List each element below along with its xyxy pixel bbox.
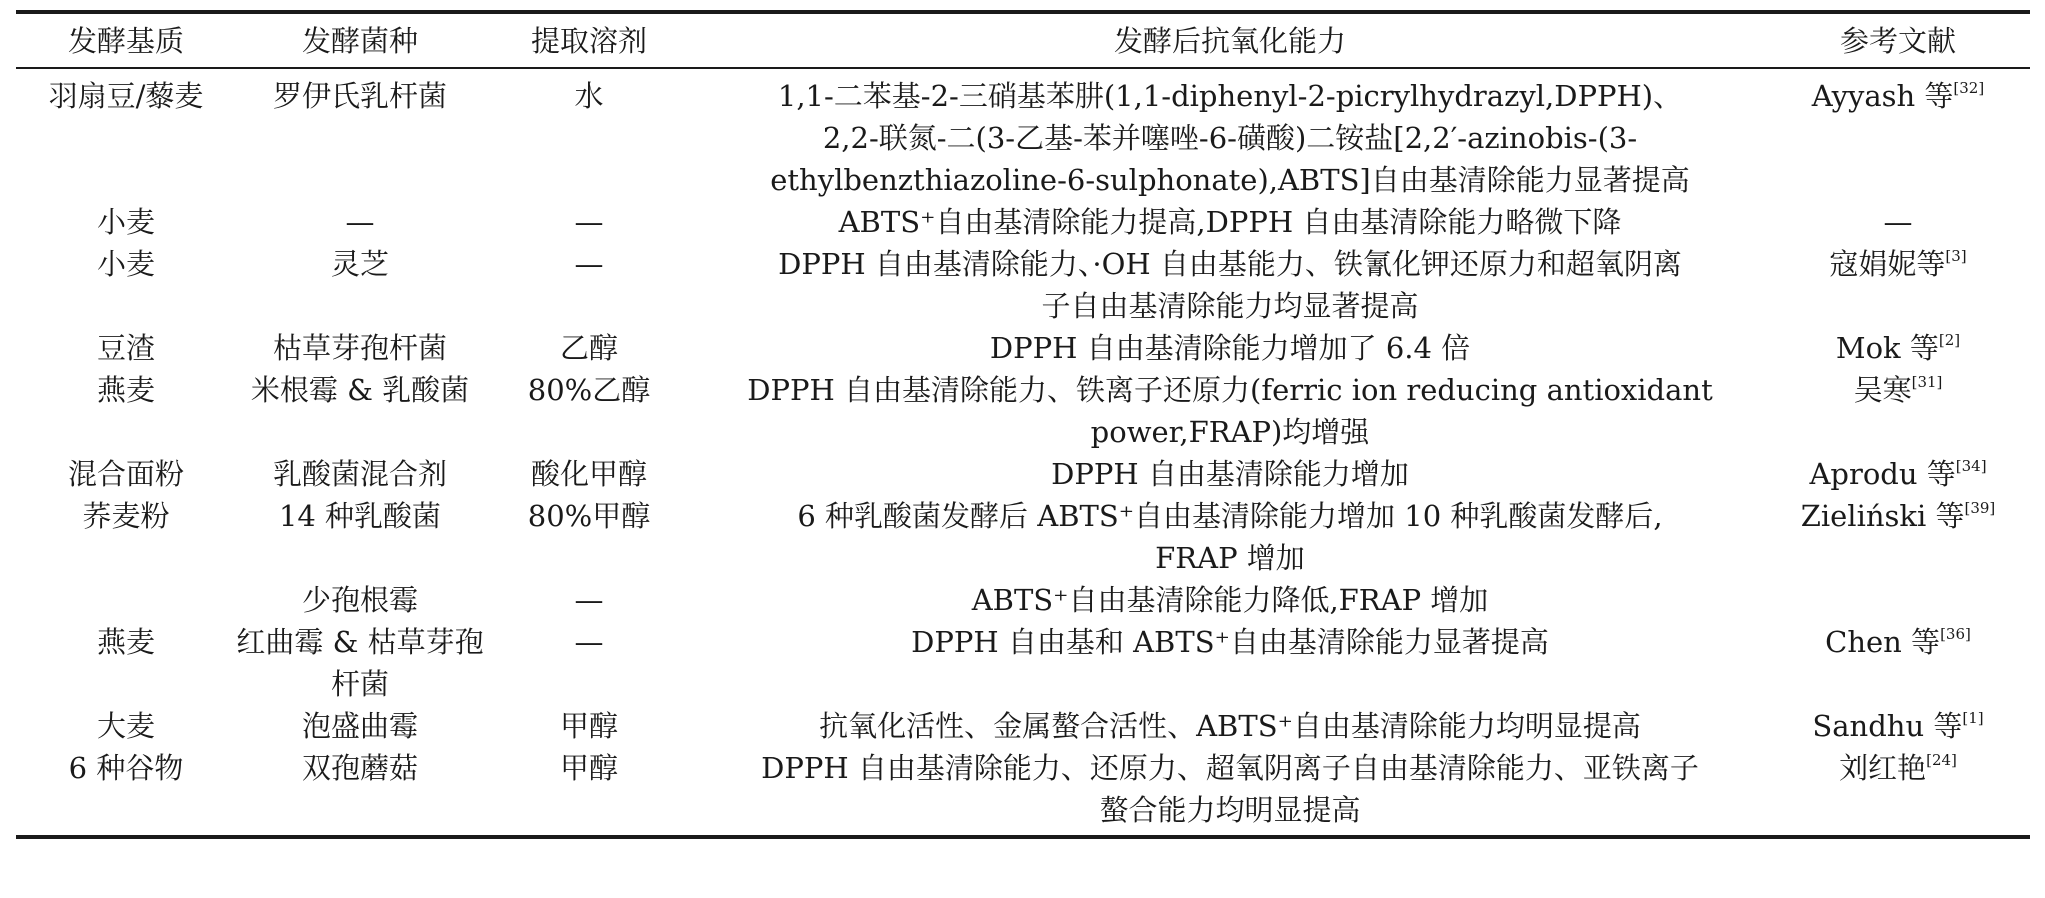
cell-substrate: 大麦 [96, 709, 155, 743]
reference-citation: [32] [1953, 79, 1985, 97]
reference-text: Sandhu 等 [1812, 709, 1963, 743]
table-header-row [16, 12, 2030, 68]
effect-line: DPPH 自由基清除能力增加 [1051, 457, 1409, 491]
cell-reference [1766, 201, 2030, 243]
cell-solvent: — [574, 247, 604, 281]
cell-strain: 双孢蘑菇 [301, 751, 418, 785]
effect-line: FRAP 增加 [1155, 541, 1305, 575]
reference-citation: [3] [1945, 247, 1967, 265]
cell-effect [694, 621, 1766, 705]
cell-effect [694, 705, 1766, 747]
cell-strain: 枯草芽孢杆菌 [272, 331, 447, 365]
header-effect: 发酵后抗氧化能力 [1113, 24, 1346, 58]
reference-text: 刘红艳 [1839, 751, 1927, 785]
cell-solvent: — [574, 205, 604, 239]
effect-line: ethylbenzthiazoline-6-sulphonate),ABTS]自由基清除能力显著提高 [770, 163, 1690, 197]
effect-line: 抗氧化活性、金属螯合活性、ABTS⁺自由基清除能力均明显提高 [819, 709, 1641, 743]
reference-text: 吴寒 [1853, 373, 1912, 407]
cell-effect [694, 453, 1766, 495]
cell-solvent: 甲醇 [559, 709, 618, 743]
cell-reference [1766, 453, 2030, 495]
cell-substrate: 燕麦 [96, 625, 155, 659]
cell-reference [1766, 369, 2030, 453]
cell-solvent: 80%乙醇 [527, 373, 651, 407]
cell-strain: 罗伊氏乳杆菌 [272, 79, 447, 113]
cell-substrate: 荞麦粉 [82, 499, 170, 533]
table-row [16, 68, 2030, 201]
cell-strain: 灵芝 [330, 247, 389, 281]
effect-line: power,FRAP)均增强 [1090, 415, 1370, 449]
cell-substrate: 羽扇豆/藜麦 [48, 79, 204, 113]
effect-line: 1,1-二苯基-2-三硝基苯肼(1,1-diphenyl-2-picrylhydrazyl,DPPH)、 [777, 79, 1683, 113]
cell-solvent: 80%甲醇 [527, 499, 651, 533]
reference-citation: [1] [1962, 709, 1984, 727]
table-row [16, 453, 2030, 495]
effect-line: 6 种乳酸菌发酵后 ABTS⁺自由基清除能力增加 10 种乳酸菌发酵后, [797, 499, 1663, 533]
reference-text: 寇娟妮等 [1829, 247, 1946, 281]
cell-reference [1766, 705, 2030, 747]
cell-strain: 乳酸菌混合剂 [272, 457, 447, 491]
effect-line: DPPH 自由基清除能力、还原力、超氧阴离子自由基清除能力、亚铁离子 [761, 751, 1699, 785]
cell-solvent: 甲醇 [559, 751, 618, 785]
cell-substrate: 混合面粉 [67, 457, 184, 491]
table-row [16, 747, 2030, 837]
cell-effect [694, 243, 1766, 327]
table-row [16, 495, 2030, 579]
reference-text: Mok 等 [1835, 331, 1939, 365]
cell-reference [1766, 327, 2030, 369]
reference-text: — [1883, 205, 1913, 239]
cell-strain: 红曲霉 & 枯草芽孢杆菌 [236, 625, 484, 701]
cell-reference [1766, 68, 2030, 201]
cell-solvent: 水 [574, 79, 604, 113]
cell-strain: 少孢根霉 [301, 583, 418, 617]
cell-strain: 米根霉 & 乳酸菌 [250, 373, 470, 407]
table-row [16, 579, 2030, 621]
reference-citation: [39] [1964, 499, 1996, 517]
cell-substrate: 6 种谷物 [68, 751, 184, 785]
cell-reference [1766, 579, 2030, 621]
effect-line: ABTS⁺自由基清除能力提高,DPPH 自由基清除能力略微下降 [838, 205, 1622, 239]
cell-effect [694, 369, 1766, 453]
antioxidant-table [16, 10, 2030, 839]
cell-substrate: 豆渣 [96, 331, 155, 365]
reference-text: Aprodu 等 [1809, 457, 1956, 491]
cell-effect [694, 747, 1766, 837]
effect-line: DPPH 自由基和 ABTS⁺自由基清除能力显著提高 [911, 625, 1549, 659]
effect-line: 2,2-联氮-二(3-乙基-苯并噻唑-6-磺酸)二铵盐[2,2′-azinobis-(3- [822, 121, 1638, 155]
cell-strain: 泡盛曲霉 [301, 709, 418, 743]
cell-solvent: 乙醇 [559, 331, 618, 365]
reference-citation: [24] [1926, 751, 1957, 769]
cell-substrate: 燕麦 [96, 373, 155, 407]
cell-solvent: — [574, 625, 604, 659]
effect-line: DPPH 自由基清除能力、铁离子还原力(ferric ion reducing antioxidant [747, 373, 1713, 407]
cell-reference [1766, 495, 2030, 579]
header-reference: 参考文献 [1839, 24, 1956, 58]
cell-reference [1766, 621, 2030, 705]
table-row [16, 705, 2030, 747]
cell-substrate: 小麦 [96, 205, 155, 239]
effect-line: DPPH 自由基清除能力、·OH 自由基能力、铁氰化钾还原力和超氧阴离 [778, 247, 1682, 281]
reference-text: Ayyash 等 [1811, 79, 1954, 113]
cell-solvent: — [574, 583, 604, 617]
cell-strain: 14 种乳酸菌 [278, 499, 442, 533]
reference-citation: [2] [1938, 331, 1961, 349]
reference-citation: [34] [1955, 457, 1987, 475]
reference-text: Zieliński 等 [1800, 499, 1965, 533]
effect-line: 子自由基清除能力均显著提高 [1041, 289, 1419, 323]
table-row [16, 621, 2030, 705]
effect-line: 螯合能力均明显提高 [1099, 793, 1361, 827]
cell-effect [694, 495, 1766, 579]
cell-effect [694, 579, 1766, 621]
table-row [16, 327, 2030, 369]
effect-line: DPPH 自由基清除能力增加了 6.4 倍 [989, 331, 1471, 365]
cell-effect [694, 201, 1766, 243]
table-row [16, 201, 2030, 243]
reference-citation: [36] [1940, 625, 1971, 643]
effect-line: ABTS⁺自由基清除能力降低,FRAP 增加 [971, 583, 1489, 617]
cell-effect [694, 327, 1766, 369]
table-body [16, 68, 2030, 837]
reference-citation: [31] [1911, 373, 1943, 391]
cell-effect [694, 68, 1766, 201]
cell-substrate [16, 579, 236, 621]
cell-reference [1766, 747, 2030, 837]
table-row [16, 369, 2030, 453]
cell-strain: — [345, 205, 375, 239]
reference-text: Chen 等 [1825, 625, 1941, 659]
cell-substrate: 小麦 [96, 247, 155, 281]
cell-solvent: 酸化甲醇 [530, 457, 647, 491]
table-row [16, 243, 2030, 327]
cell-reference [1766, 243, 2030, 327]
header-substrate: 发酵基质 [67, 24, 184, 58]
header-strain: 发酵菌种 [301, 24, 418, 58]
header-solvent: 提取溶剂 [530, 24, 647, 58]
